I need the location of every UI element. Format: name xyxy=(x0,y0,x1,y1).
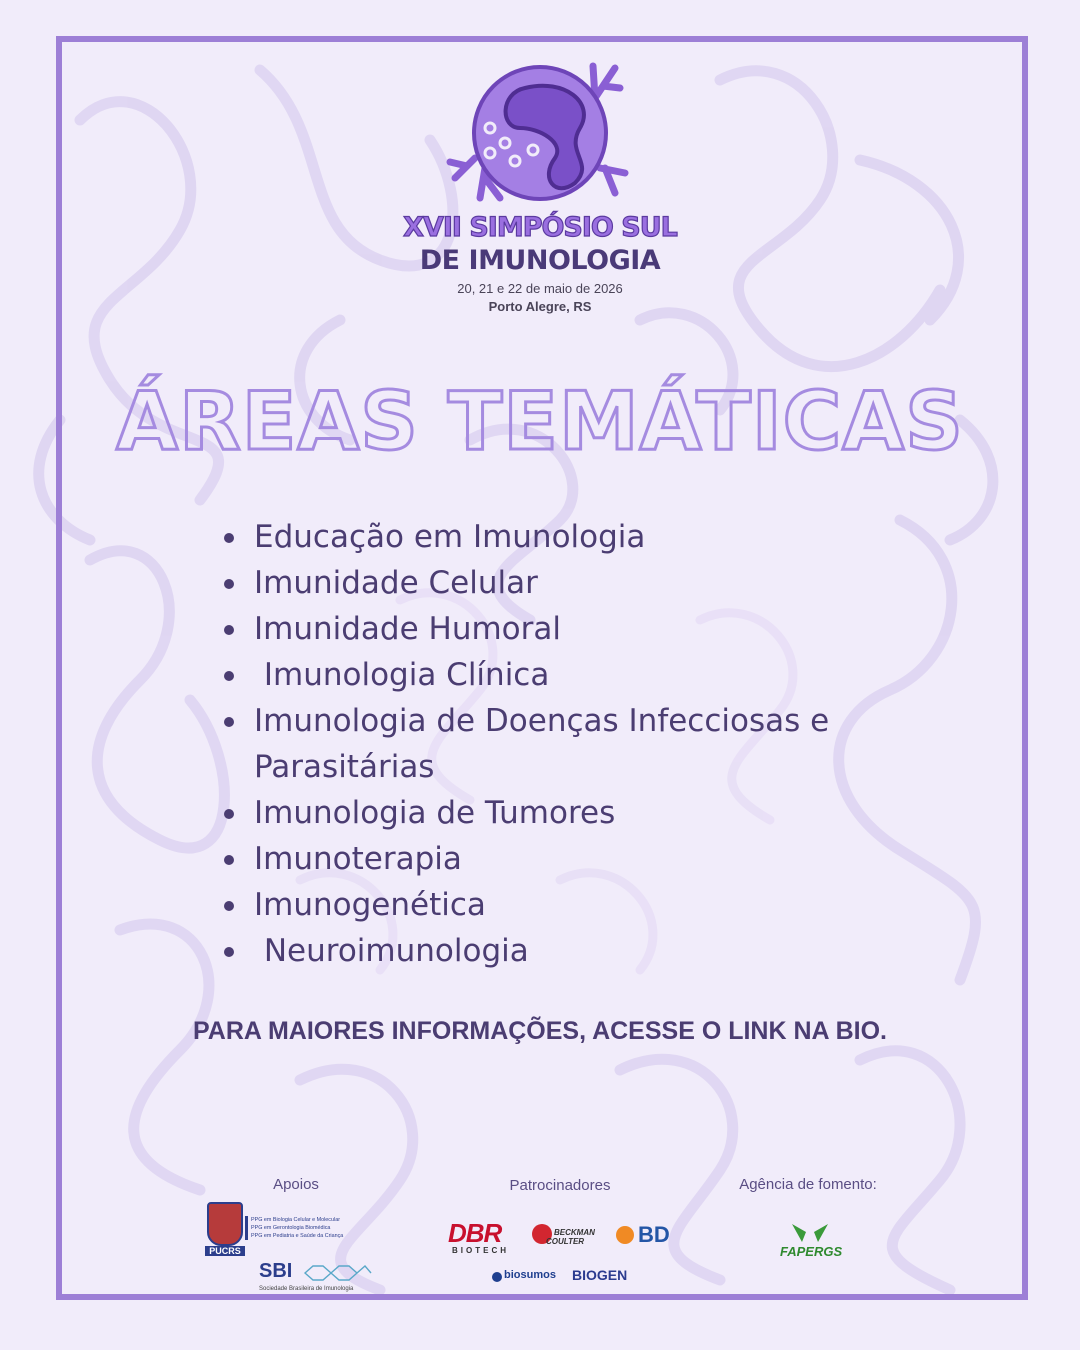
apoios-label: Apoios xyxy=(273,1176,319,1193)
dbr-logo: DBR xyxy=(448,1218,502,1248)
list-item xyxy=(222,560,942,606)
biogen-logo: BIOGEN xyxy=(572,1267,628,1283)
list-item xyxy=(222,514,942,560)
list-item-label: Imunidade Celular xyxy=(254,565,538,601)
list-item xyxy=(222,652,942,698)
list-item-continuation xyxy=(222,744,942,790)
call-to-action: PARA MAIORES INFORMAÇÕES, ACESSE O LINK NA BIO. xyxy=(192,1017,888,1045)
list-item-label: Neuroimunologia xyxy=(254,933,529,969)
list-item-label: Imunologia de Tumores xyxy=(254,795,616,831)
list-item-label: Parasitárias xyxy=(254,749,435,785)
dbr-subtitle: BIOTECH xyxy=(452,1246,509,1255)
list-item xyxy=(222,698,942,744)
list-item xyxy=(222,882,942,928)
apoios-logos xyxy=(205,1200,375,1300)
topic-list xyxy=(222,514,942,974)
ppg-line: PPG em Gerontologia Biomédica xyxy=(251,1225,331,1231)
sbi-molecule-icon xyxy=(303,1264,373,1282)
beckman-line1: BECKMAN xyxy=(554,1228,595,1237)
bd-logo: BD xyxy=(638,1222,670,1247)
list-item-label: Imunologia Clínica xyxy=(254,657,550,693)
event-name-line1: XVII SIMPÓSIO SUL xyxy=(403,212,677,243)
beckman-line2: COULTER xyxy=(546,1237,585,1246)
bullet-icon xyxy=(224,855,234,865)
bullet-icon xyxy=(224,533,234,543)
list-item xyxy=(222,790,942,836)
fapergs-leaf-icon xyxy=(790,1222,830,1244)
list-item xyxy=(222,836,942,882)
bd-icon xyxy=(616,1226,634,1244)
bullet-icon xyxy=(224,901,234,911)
sbi-logo: SBI xyxy=(259,1260,293,1282)
ppg-line: PPG em Pediatria e Saúde da Criança xyxy=(251,1233,344,1239)
bullet-icon xyxy=(224,671,234,681)
list-item-label: Imunoterapia xyxy=(254,841,462,877)
list-item xyxy=(222,928,942,974)
event-name-line2: DE IMUNOLOGIA xyxy=(419,245,661,276)
page-title: ÁREAS TEMÁTICAS xyxy=(116,375,964,468)
biosumos-logo: biosumos xyxy=(504,1269,556,1281)
pucrs-crest-icon xyxy=(207,1202,243,1246)
bullet-icon xyxy=(224,947,234,957)
event-date: 20, 21 e 22 de maio de 2026 xyxy=(457,281,623,296)
list-item-label: Imunidade Humoral xyxy=(254,611,562,647)
biosumos-icon xyxy=(492,1272,502,1282)
patrocinadores-logos xyxy=(448,1218,688,1290)
bullet-icon xyxy=(224,717,234,727)
ppg-line: PPG em Biologia Celular e Molecular xyxy=(251,1217,340,1223)
ppg-list xyxy=(245,1216,369,1240)
agencia-logos xyxy=(770,1222,880,1272)
fapergs-logo: FAPERGS xyxy=(780,1244,843,1259)
list-item-label: Educação em Imunologia xyxy=(254,519,646,555)
pucrs-logo: PUCRS xyxy=(205,1246,245,1256)
agencia-label: Agência de fomento: xyxy=(739,1176,877,1193)
list-item-label: Imunologia de Doenças Infecciosas e xyxy=(254,703,830,739)
list-item-label: Imunogenética xyxy=(254,887,486,923)
bullet-icon xyxy=(224,809,234,819)
event-place: Porto Alegre, RS xyxy=(488,299,592,314)
bullet-icon xyxy=(224,579,234,589)
patrocinadores-label: Patrocinadores xyxy=(509,1177,611,1194)
list-item xyxy=(222,606,942,652)
sbi-subtitle: Sociedade Brasileira de Imunologia xyxy=(259,1286,354,1292)
immune-cell-logo-icon xyxy=(445,58,635,208)
bullet-icon xyxy=(224,625,234,635)
